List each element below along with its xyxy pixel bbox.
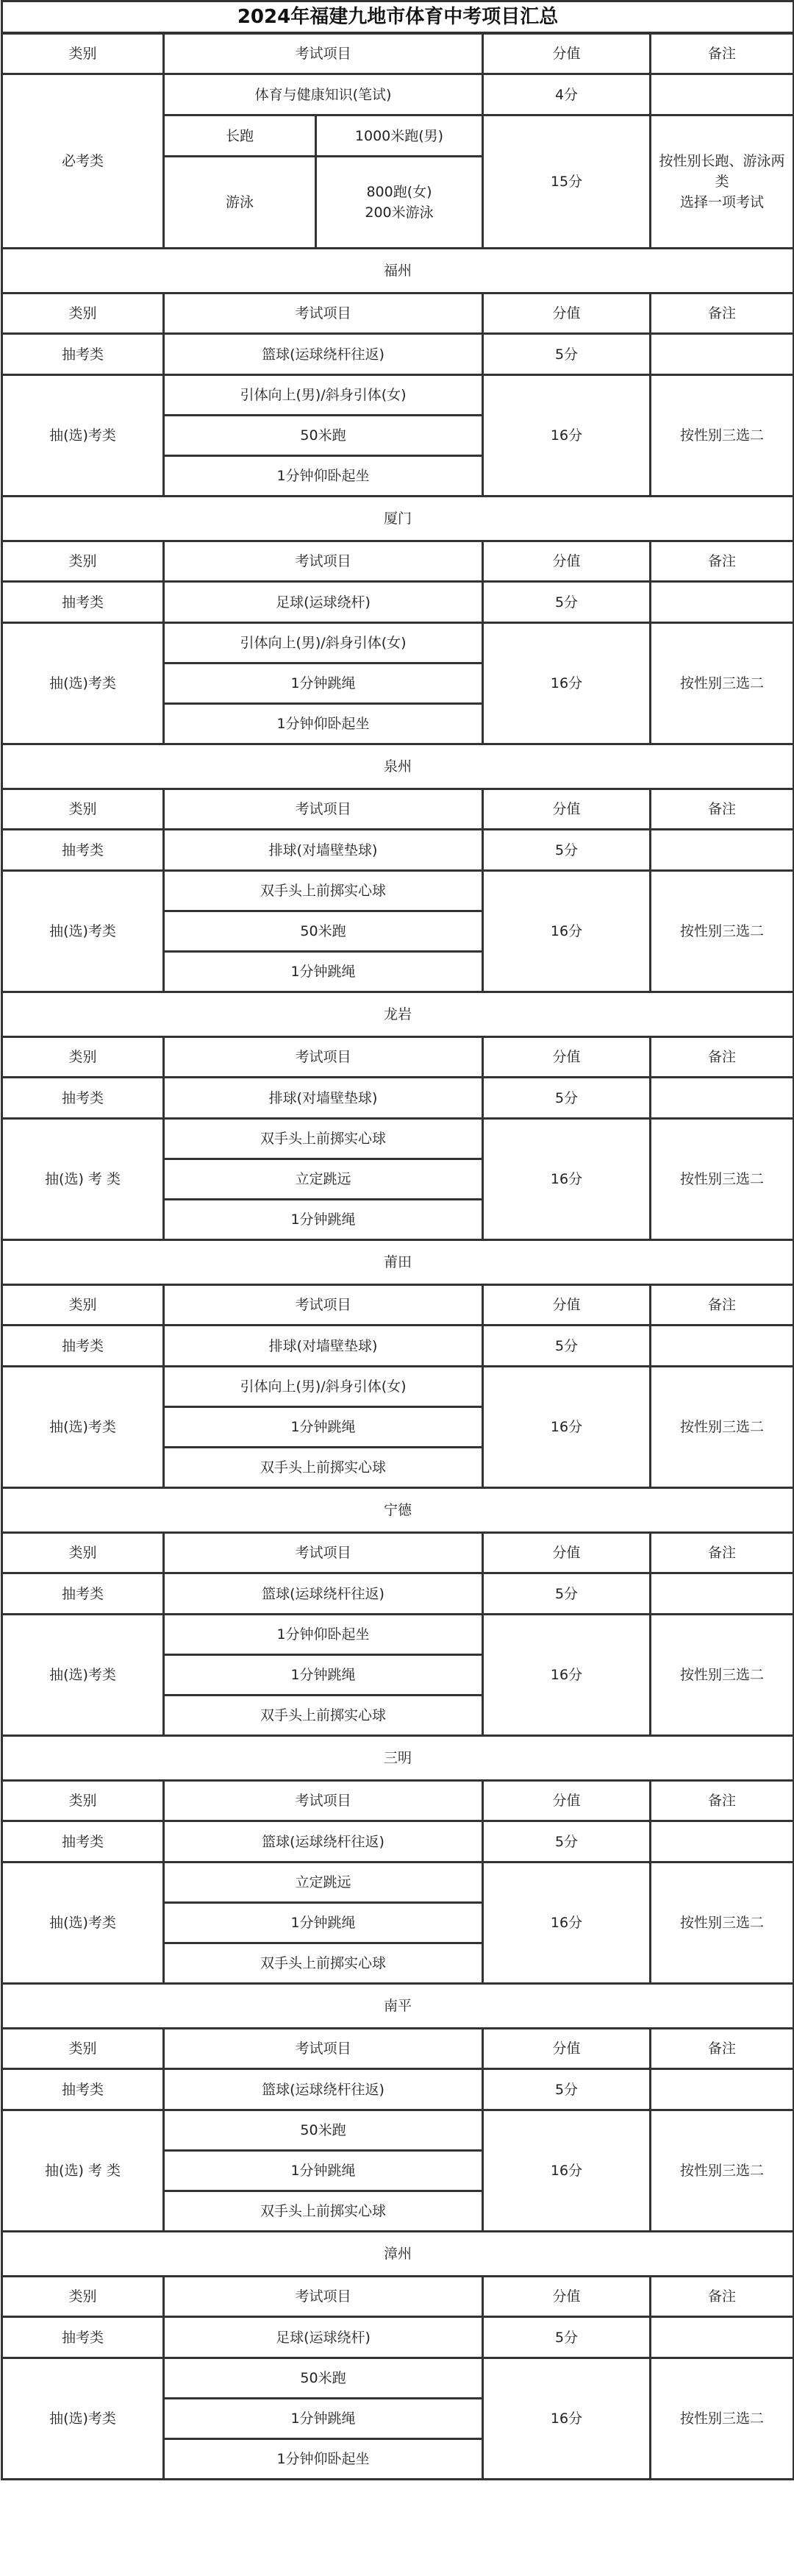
city-lottery-row (2, 1573, 794, 1615)
select-score: 16分 (483, 623, 651, 744)
lottery-score: 5分 (483, 1821, 651, 1862)
title-row (2, 1, 794, 34)
header-score: 分值 (483, 2029, 651, 2069)
select-item: 双手头上前掷实心球 (164, 871, 483, 911)
general-knowledge-score: 4分 (483, 74, 651, 115)
header-item: 考试项目 (164, 2277, 483, 2317)
lottery-score: 5分 (483, 1326, 651, 1367)
city-header-row (2, 2029, 794, 2069)
header-item: 考试项目 (164, 33, 483, 74)
select-note: 按性别三选二 (651, 2110, 794, 2232)
header-note: 备注 (651, 541, 794, 582)
header-score: 分值 (483, 1781, 651, 1821)
header-item: 考试项目 (164, 2029, 483, 2069)
city-name: 莆田 (2, 1240, 794, 1285)
select-item: 立定跳远 (164, 1159, 483, 1200)
lottery-score: 5分 (483, 2317, 651, 2358)
lottery-note (651, 2317, 794, 2358)
header-item: 考试项目 (164, 541, 483, 582)
select-category: 抽(选)考类 (2, 1367, 164, 1488)
general-knowledge-row (2, 74, 794, 115)
select-score: 16分 (483, 375, 651, 497)
city-lottery-row (2, 582, 794, 623)
general-sports-note (651, 115, 794, 249)
lottery-category: 抽考类 (2, 1326, 164, 1367)
city-name: 漳州 (2, 2232, 794, 2277)
select-item: 1分钟仰卧起坐 (164, 704, 483, 744)
lottery-item: 排球(对墙壁垫球) (164, 1326, 483, 1367)
city-name: 厦门 (2, 497, 794, 541)
select-score: 16分 (483, 1615, 651, 1736)
city-name-row (2, 1736, 794, 1781)
select-note: 按性别三选二 (651, 1862, 794, 1984)
lottery-category: 抽考类 (2, 1078, 164, 1119)
header-category: 类别 (2, 1037, 164, 1078)
header-note: 备注 (651, 33, 794, 74)
city-name: 龙岩 (2, 992, 794, 1037)
header-category: 类别 (2, 293, 164, 334)
select-category: 抽(选)考类 (2, 871, 164, 992)
city-select-row (2, 2110, 794, 2151)
lottery-category: 抽考类 (2, 582, 164, 623)
city-select-row (2, 1862, 794, 1903)
select-item: 双手头上前掷实心球 (164, 2191, 483, 2232)
select-note: 按性别三选二 (651, 623, 794, 744)
select-category: 抽(选)考类 (2, 1862, 164, 1984)
city-select-row (2, 1367, 794, 1407)
select-item: 1分钟跳绳 (164, 952, 483, 992)
lottery-note (651, 1821, 794, 1862)
general-category: 必考类 (2, 74, 164, 249)
select-item: 1分钟仰卧起坐 (164, 1615, 483, 1655)
select-category: 抽(选) 考 类 (2, 1119, 164, 1240)
header-item: 考试项目 (164, 293, 483, 334)
lottery-note (651, 1326, 794, 1367)
city-select-row (2, 375, 794, 416)
header-category: 类别 (2, 541, 164, 582)
header-note: 备注 (651, 1781, 794, 1821)
lottery-category: 抽考类 (2, 2317, 164, 2358)
general-swim-item (316, 157, 483, 249)
header-category: 类别 (2, 2029, 164, 2069)
lottery-item: 排球(对墙壁垫球) (164, 830, 483, 871)
city-name-row (2, 992, 794, 1037)
header-score: 分值 (483, 33, 651, 74)
header-category: 类别 (2, 1533, 164, 1573)
select-score: 16分 (483, 1119, 651, 1240)
header-score: 分值 (483, 1533, 651, 1573)
city-select-row (2, 1119, 794, 1159)
lottery-note (651, 830, 794, 871)
select-score: 16分 (483, 1862, 651, 1984)
select-item: 双手头上前掷实心球 (164, 1448, 483, 1488)
lottery-item: 足球(运球绕杆) (164, 2317, 483, 2358)
city-select-row (2, 623, 794, 663)
lottery-note (651, 334, 794, 375)
header-note: 备注 (651, 2277, 794, 2317)
select-category: 抽(选)考类 (2, 1615, 164, 1736)
city-header-row (2, 293, 794, 334)
lottery-note (651, 2069, 794, 2110)
city-header-row (2, 1781, 794, 1821)
select-item: 1分钟跳绳 (164, 1655, 483, 1696)
header-note: 备注 (651, 1533, 794, 1573)
lottery-category: 抽考类 (2, 830, 164, 871)
select-item: 1分钟仰卧起坐 (164, 456, 483, 497)
general-note-line1: 按性别长跑、游泳两类 (659, 153, 785, 190)
table-body (2, 1, 794, 2480)
lottery-item: 足球(运球绕杆) (164, 582, 483, 623)
select-item: 1分钟仰卧起坐 (164, 2439, 483, 2480)
lottery-note (651, 1573, 794, 1615)
header-item: 考试项目 (164, 1285, 483, 1326)
general-swim-line1: 800跑(女) (366, 184, 432, 200)
city-lottery-row (2, 1326, 794, 1367)
lottery-score: 5分 (483, 1573, 651, 1615)
select-item: 1分钟跳绳 (164, 2399, 483, 2439)
header-item: 考试项目 (164, 1037, 483, 1078)
header-row (2, 33, 794, 74)
select-item: 50米跑 (164, 2110, 483, 2151)
city-name-row (2, 1488, 794, 1533)
header-score: 分值 (483, 2277, 651, 2317)
general-long-run-label: 长跑 (164, 115, 316, 157)
city-header-row (2, 1285, 794, 1326)
select-item: 立定跳远 (164, 1862, 483, 1903)
select-category: 抽(选) 考 类 (2, 2110, 164, 2232)
lottery-category: 抽考类 (2, 334, 164, 375)
header-category: 类别 (2, 1285, 164, 1326)
city-lottery-row (2, 334, 794, 375)
header-note: 备注 (651, 789, 794, 830)
select-category: 抽(选)考类 (2, 2358, 164, 2480)
city-select-row (2, 1615, 794, 1655)
city-lottery-row (2, 2317, 794, 2358)
select-note: 按性别三选二 (651, 1615, 794, 1736)
city-select-row (2, 871, 794, 911)
exam-summary-table (1, 0, 794, 2480)
lottery-score: 5分 (483, 1078, 651, 1119)
city-name-row (2, 744, 794, 789)
lottery-category: 抽考类 (2, 2069, 164, 2110)
table-title: 2024年福建九地市体育中考项目汇总 (2, 1, 794, 34)
general-long-run-item: 1000米跑(男) (316, 115, 483, 157)
select-category: 抽(选)考类 (2, 375, 164, 497)
select-category: 抽(选)考类 (2, 623, 164, 744)
city-name: 三明 (2, 1736, 794, 1781)
select-item: 双手头上前掷实心球 (164, 1119, 483, 1159)
lottery-score: 5分 (483, 582, 651, 623)
city-name-row (2, 249, 794, 293)
city-name-row (2, 1240, 794, 1285)
lottery-item: 篮球(运球绕杆往返) (164, 334, 483, 375)
select-item: 50米跑 (164, 416, 483, 456)
select-score: 16分 (483, 2110, 651, 2232)
lottery-category: 抽考类 (2, 1821, 164, 1862)
city-lottery-row (2, 2069, 794, 2110)
lottery-note (651, 582, 794, 623)
lottery-score: 5分 (483, 830, 651, 871)
lottery-note (651, 1078, 794, 1119)
lottery-item: 排球(对墙壁垫球) (164, 1078, 483, 1119)
city-name: 福州 (2, 249, 794, 293)
general-knowledge-item: 体育与健康知识(笔试) (164, 74, 483, 115)
city-name: 南平 (2, 1984, 794, 2029)
select-item: 1分钟跳绳 (164, 2151, 483, 2191)
lottery-score: 5分 (483, 334, 651, 375)
lottery-item: 篮球(运球绕杆往返) (164, 1821, 483, 1862)
lottery-score: 5分 (483, 2069, 651, 2110)
select-item: 1分钟跳绳 (164, 663, 483, 704)
city-header-row (2, 2277, 794, 2317)
select-item: 1分钟跳绳 (164, 1903, 483, 1943)
header-category: 类别 (2, 1781, 164, 1821)
general-note-line2: 选择一项考试 (680, 194, 765, 210)
header-item: 考试项目 (164, 789, 483, 830)
lottery-category: 抽考类 (2, 1573, 164, 1615)
city-lottery-row (2, 1078, 794, 1119)
city-lottery-row (2, 830, 794, 871)
city-name-row (2, 2232, 794, 2277)
general-sports-score: 15分 (483, 115, 651, 249)
general-knowledge-note (651, 74, 794, 115)
select-item: 引体向上(男)/斜身引体(女) (164, 1367, 483, 1407)
city-header-row (2, 1533, 794, 1573)
header-score: 分值 (483, 293, 651, 334)
select-score: 16分 (483, 2358, 651, 2480)
header-score: 分值 (483, 1037, 651, 1078)
city-name: 宁德 (2, 1488, 794, 1533)
city-lottery-row (2, 1821, 794, 1862)
header-note: 备注 (651, 1285, 794, 1326)
select-item: 50米跑 (164, 2358, 483, 2399)
select-item: 双手头上前掷实心球 (164, 1943, 483, 1984)
header-score: 分值 (483, 1285, 651, 1326)
header-item: 考试项目 (164, 1533, 483, 1573)
header-category: 类别 (2, 33, 164, 74)
city-name-row (2, 1984, 794, 2029)
header-category: 类别 (2, 2277, 164, 2317)
city-header-row (2, 541, 794, 582)
lottery-item: 篮球(运球绕杆往返) (164, 2069, 483, 2110)
select-item: 双手头上前掷实心球 (164, 1696, 483, 1736)
header-note: 备注 (651, 293, 794, 334)
city-header-row (2, 789, 794, 830)
select-note: 按性别三选二 (651, 375, 794, 497)
header-item: 考试项目 (164, 1781, 483, 1821)
header-note: 备注 (651, 2029, 794, 2069)
general-swim-line2: 200米游泳 (365, 204, 434, 221)
city-name: 泉州 (2, 744, 794, 789)
select-item: 引体向上(男)/斜身引体(女) (164, 375, 483, 416)
header-score: 分值 (483, 541, 651, 582)
select-note: 按性别三选二 (651, 871, 794, 992)
lottery-item: 篮球(运球绕杆往返) (164, 1573, 483, 1615)
city-select-row (2, 2358, 794, 2399)
header-category: 类别 (2, 789, 164, 830)
select-note: 按性别三选二 (651, 2358, 794, 2480)
select-item: 1分钟跳绳 (164, 1407, 483, 1448)
header-score: 分值 (483, 789, 651, 830)
general-swim-label: 游泳 (164, 157, 316, 249)
select-item: 50米跑 (164, 911, 483, 952)
header-note: 备注 (651, 1037, 794, 1078)
select-item: 引体向上(男)/斜身引体(女) (164, 623, 483, 663)
select-item: 1分钟跳绳 (164, 1200, 483, 1240)
select-score: 16分 (483, 871, 651, 992)
select-score: 16分 (483, 1367, 651, 1488)
select-note: 按性别三选二 (651, 1367, 794, 1488)
select-note: 按性别三选二 (651, 1119, 794, 1240)
city-name-row (2, 497, 794, 541)
city-header-row (2, 1037, 794, 1078)
